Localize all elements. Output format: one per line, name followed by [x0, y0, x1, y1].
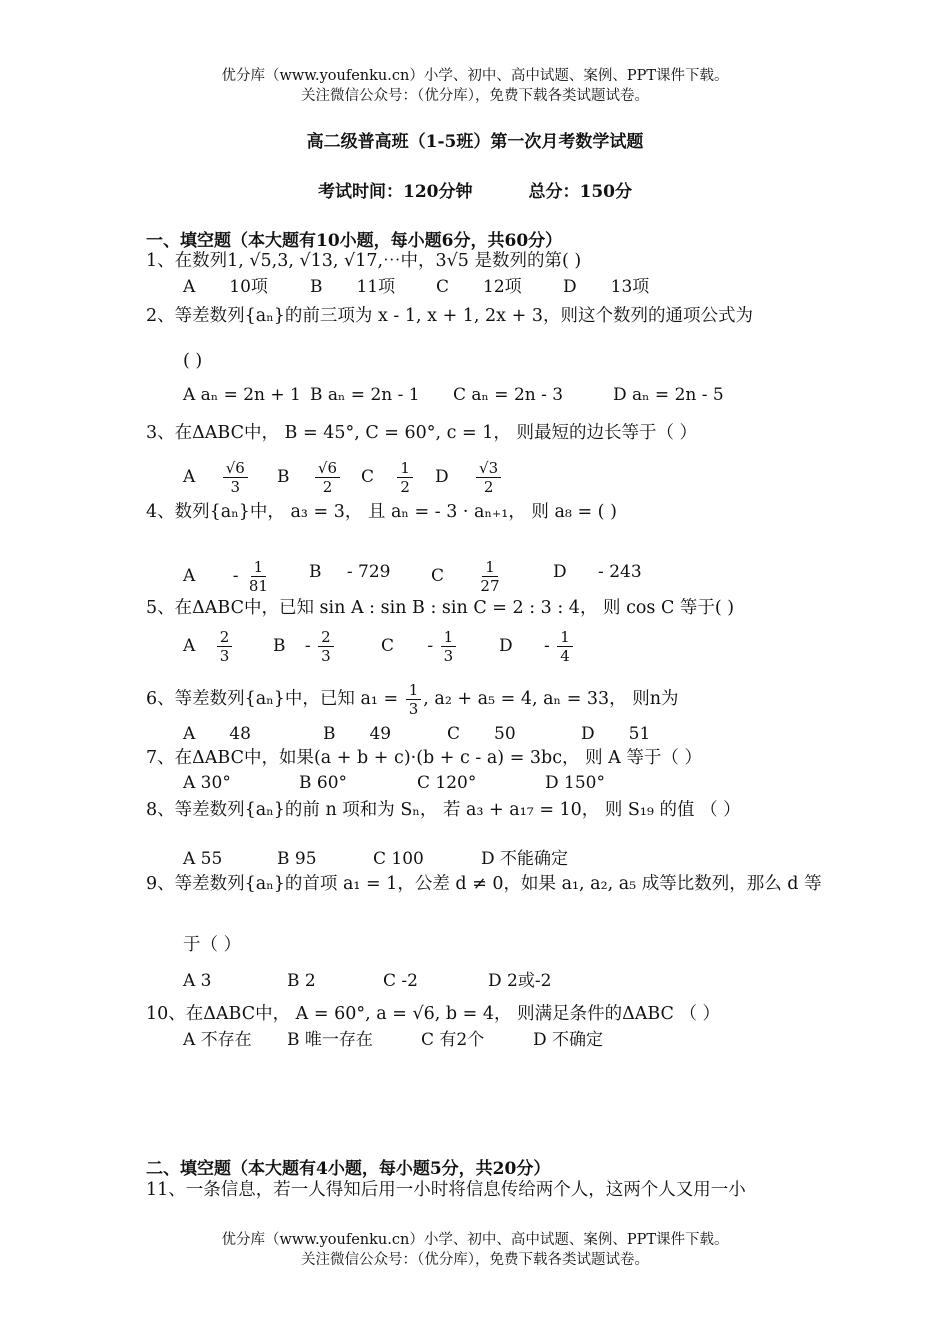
option-a: A aₙ = 2n + 1: [183, 385, 301, 405]
option-letter: A: [183, 636, 196, 656]
denominator: 3: [321, 647, 331, 665]
option-b: B 2: [287, 971, 316, 991]
question-5: 5、在ΔABC中，已知 sin A : sin B : sin C = 2 : 3 : 4， 则 cos C 等于( ): [146, 598, 735, 618]
value: - 243: [598, 562, 642, 582]
option-letter: B: [309, 562, 322, 582]
option-d: D 150°: [545, 773, 605, 793]
option-d: D aₙ = 2n - 5: [613, 385, 724, 405]
option-b: B 95: [277, 849, 317, 869]
question-6: [146, 680, 679, 718]
question-2-continued: ( ): [183, 351, 203, 371]
denominator: 2: [483, 478, 494, 496]
denominator: 3: [230, 478, 241, 496]
option-letter: D: [435, 467, 449, 487]
total-score: 总分：150分: [528, 182, 632, 202]
option-d: [435, 459, 503, 496]
exam-time: 考试时间：120分钟: [318, 182, 473, 202]
option-c: [381, 628, 458, 665]
denominator: 2: [322, 478, 333, 496]
sign: -: [304, 636, 311, 656]
option-d: [553, 560, 642, 584]
option-c: C 120°: [417, 773, 477, 793]
page-header: [0, 66, 950, 106]
option-a: [183, 459, 250, 496]
question-7: 7、在ΔABC中，如果(a + b + c)·(b + c - a) = 3bc， 则 A 等于（ ）: [146, 748, 702, 768]
option-b: B 49: [323, 724, 392, 744]
question-8: 8、等差数列{aₙ}的前 n 项和为 Sₙ， 若 a₃ + a₁₇ = 10， 则 S₁₉ 的值 （ ）: [146, 800, 741, 820]
question-3: 3、在ΔABC中， B = 45°, C = 60°, c = 1， 则最短的边长等于（ ）: [146, 423, 698, 443]
option-a: A 30°: [183, 773, 231, 793]
option-c: [431, 558, 505, 595]
option-c: C 有2个: [421, 1030, 485, 1050]
option-c: [361, 459, 415, 496]
header-line-1: 优分库（www.youfenku.cn）小学、初中、高中试题、案例、PPT课件下载。: [221, 68, 729, 84]
exam-info: [0, 177, 950, 202]
question-9: 9、等差数列{aₙ}的首项 a₁ = 1，公差 d ≠ 0，如果 a₁, a₂, a₅ 成等比数列，那么 d 等: [146, 874, 822, 894]
question-4: 4、数列{aₙ}中， a₃ = 3， 且 aₙ = - 3 · aₙ₊₁， 则 a₈ = ( ): [146, 502, 617, 522]
section-2-heading: 二、填空题（本大题有4小题，每小题5分，共20分）: [146, 1159, 551, 1179]
header-line-2: 关注微信公众号：（优分库），免费下载各类试题试卷。: [301, 88, 649, 104]
numerator: √6: [315, 459, 340, 478]
numerator: 1: [557, 628, 573, 647]
option-letter: C: [381, 636, 395, 656]
option-letter: C: [431, 566, 445, 586]
numerator: 1: [482, 558, 498, 577]
footer-line-2: 关注微信公众号：（优分库），免费下载各类试题试卷。: [301, 1252, 649, 1268]
option-a: [183, 558, 273, 595]
option-letter: B: [273, 636, 286, 656]
sign: -: [427, 636, 434, 656]
option-d: D 51: [581, 724, 651, 744]
page-footer: [0, 1230, 950, 1270]
question-11: 11、一条信息，若一人得知后用一小时将信息传给两个人，这两个人又用一小: [146, 1180, 746, 1200]
numerator: 2: [318, 628, 334, 647]
denominator: 3: [219, 647, 230, 665]
option-d: D 13项: [563, 277, 650, 297]
question-6-pre: 6、等差数列{aₙ}中，已知 a₁ =: [146, 689, 404, 709]
denominator: 3: [443, 647, 454, 665]
numerator: √3: [476, 459, 501, 478]
option-letter: A: [183, 467, 196, 487]
section-1-heading: 一、填空题（本大题有10小题，每小题6分，共60分）: [146, 231, 563, 251]
option-b: B 60°: [299, 773, 348, 793]
option-d: D 不确定: [533, 1030, 604, 1050]
option-d: D 2或-2: [488, 971, 552, 991]
option-b: [309, 560, 391, 584]
option-a: A 55: [183, 849, 223, 869]
option-a: [183, 628, 234, 665]
numerator: 2: [217, 628, 233, 647]
option-c: C 12项: [436, 277, 522, 297]
footer-line-1: 优分库（www.youfenku.cn）小学、初中、高中试题、案例、PPT课件下载。: [221, 1232, 729, 1248]
denominator: 27: [480, 577, 500, 595]
question-1: 1、在数列1, √5,3, √13, √17,⋯中，3√5 是数列的第( ): [146, 251, 582, 271]
option-c: C 50: [447, 724, 516, 744]
option-letter: A: [183, 566, 196, 586]
sign: -: [232, 566, 239, 586]
option-b: B 唯一存在: [287, 1030, 373, 1050]
question-9-continued: 于（ ）: [183, 935, 242, 955]
numerator: √6: [223, 459, 248, 478]
option-letter: C: [361, 467, 375, 487]
option-a: A 10项: [183, 277, 268, 297]
option-d: [499, 628, 575, 665]
numerator: 1: [397, 459, 413, 478]
question-2: 2、等差数列{aₙ}的前三项为 x - 1, x + 1, 2x + 3，则这个数列的通项公式为: [146, 306, 753, 326]
option-b: [273, 628, 336, 665]
option-c: C 100: [373, 849, 424, 869]
question-6-post: , a₂ + a₅ = 4, aₙ = 33， 则n为: [423, 689, 679, 709]
option-b: B aₙ = 2n - 1: [310, 385, 420, 405]
option-a: A 不存在: [183, 1030, 252, 1050]
option-letter: D: [553, 562, 567, 582]
option-b: [277, 459, 342, 496]
option-a: A 48: [183, 724, 251, 744]
option-a: A 3: [183, 971, 212, 991]
numerator: 1: [406, 681, 422, 700]
denominator: 2: [400, 478, 410, 496]
numerator: 1: [441, 628, 457, 647]
denominator: 3: [408, 700, 419, 718]
option-letter: B: [277, 467, 290, 487]
exam-title: 高二级普高班（1-5班）第一次月考数学试题: [306, 132, 644, 152]
option-c: C aₙ = 2n - 3: [453, 385, 564, 405]
question-10: 10、在ΔABC中， A = 60°, a = √6, b = 4， 则满足条件的ΔABC （ ）: [146, 1004, 721, 1024]
denominator: 4: [560, 647, 570, 665]
option-letter: D: [499, 636, 513, 656]
sign: -: [544, 636, 550, 656]
value: - 729: [346, 562, 391, 582]
denominator: 81: [248, 577, 268, 595]
numerator: 1: [251, 558, 267, 577]
option-d: D 不能确定: [481, 849, 569, 869]
option-b: B 11项: [310, 277, 396, 297]
option-c: C -2: [383, 971, 418, 991]
